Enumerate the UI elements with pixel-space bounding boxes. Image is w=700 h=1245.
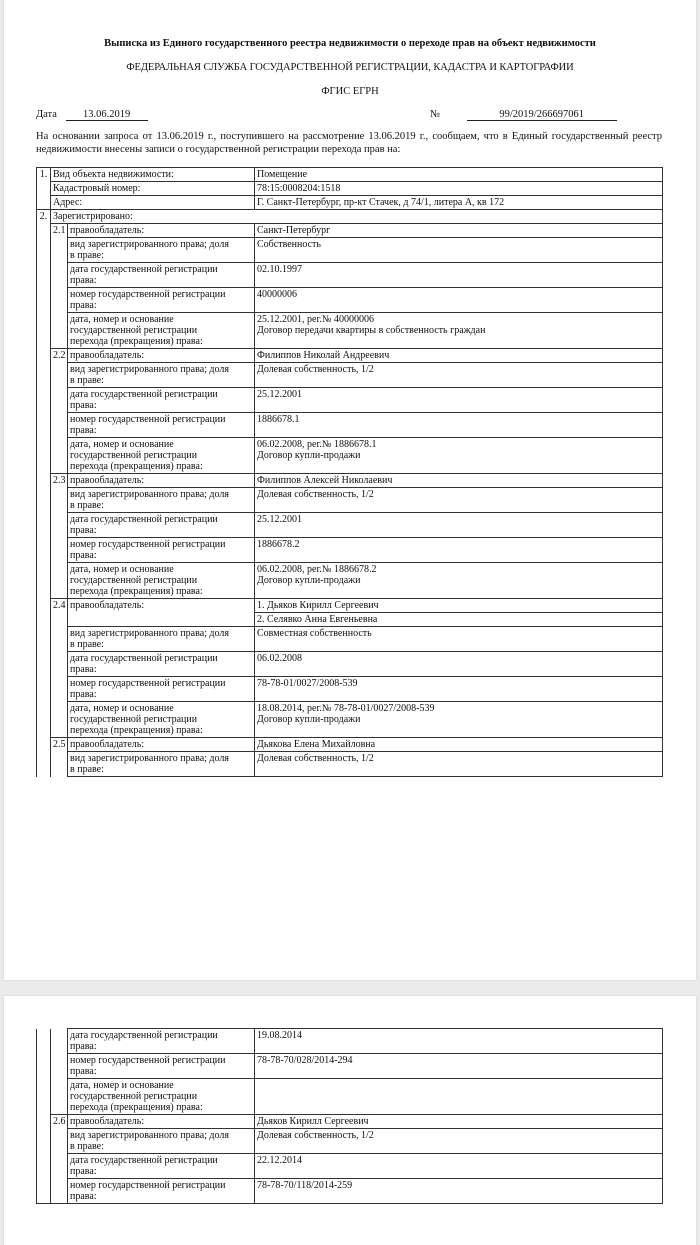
table-row [37, 488, 663, 513]
document-page-2 [4, 996, 696, 1245]
reg-number-label: номер государственной регистрации права: [68, 538, 255, 563]
holder-value: Филиппов Алексей Николаевич [255, 474, 663, 488]
number-value: 99/2019/266697061 [467, 109, 617, 121]
date-row [36, 109, 148, 121]
table-row [37, 238, 663, 263]
table-row [37, 738, 663, 752]
reg-number-label: номер государственной регистрации права: [68, 677, 255, 702]
reg-number-value: 40000006 [255, 288, 663, 313]
basis-label: дата, номер и основание государственной регистрации перехода (прекращения) права: [68, 563, 255, 599]
rights-table-continued [36, 1028, 663, 1204]
table-row [37, 652, 663, 677]
right-kind-label: вид зарегистрированного права; доля в праве: [68, 1129, 255, 1154]
table-row [37, 196, 663, 210]
table-row [37, 1179, 663, 1204]
table-row [37, 1029, 663, 1054]
right-kind-value: Долевая собственность, 1/2 [255, 752, 663, 777]
right-kind-label: вид зарегистрированного права; доля в праве: [68, 238, 255, 263]
object-type-label: Вид объекта недвижимости: [51, 168, 255, 182]
reg-date-label: дата государственной регистрации права: [68, 652, 255, 677]
section-number: 2. [37, 210, 51, 777]
holder-value: 1. Дьяков Кирилл Сергеевич [255, 599, 663, 613]
table-row [37, 1115, 663, 1129]
table-row [37, 677, 663, 702]
right-kind-value: Собственность [255, 238, 663, 263]
record-number: 2.6 [51, 1115, 68, 1204]
table-row [37, 388, 663, 413]
reg-date-label: дата государственной регистрации права: [68, 513, 255, 538]
table-row [37, 513, 663, 538]
reg-date-label: дата государственной регистрации права: [68, 388, 255, 413]
right-kind-label: вид зарегистрированного права; доля в праве: [68, 488, 255, 513]
holder-label: правообладатель: [68, 349, 255, 363]
address-value: Г. Санкт-Петербург, пр-кт Стачек, д 74/1, литера А, кв 172 [255, 196, 663, 210]
table-row [37, 263, 663, 288]
record-number: 2.4 [51, 599, 68, 738]
rights-table [36, 167, 663, 777]
reg-number-label: номер государственной регистрации права: [68, 413, 255, 438]
basis-value: 18.08.2014, рег.№ 78-78-01/0027/2008-539 Договор купли-продажи [255, 702, 663, 738]
right-kind-value: Совместная собственность [255, 627, 663, 652]
table-row [37, 210, 663, 224]
section-number: 1. [37, 168, 51, 210]
reg-number-value: 1886678.2 [255, 538, 663, 563]
cadastral-value: 78:15:0008204:1518 [255, 182, 663, 196]
table-row [37, 1079, 663, 1115]
table-row [37, 168, 663, 182]
holder-label: правообладатель: [68, 738, 255, 752]
number-row [430, 109, 617, 121]
table-row [37, 438, 663, 474]
record-number-cont [51, 1029, 68, 1115]
table-row [37, 1054, 663, 1079]
record-number: 2.1 [51, 224, 68, 349]
reg-date-value: 02.10.1997 [255, 263, 663, 288]
table-row [37, 1129, 663, 1154]
holder-label: правообладатель: [68, 1115, 255, 1129]
reg-date-value: 19.08.2014 [255, 1029, 663, 1054]
table-row [37, 599, 663, 613]
holder-value: 2. Селявко Анна Евгеньевна [255, 613, 663, 627]
table-row [37, 349, 663, 363]
table-row [37, 182, 663, 196]
holder-label: правообладатель: [68, 599, 255, 627]
intro-paragraph: На основании запроса от 13.06.2019 г., поступившего на рассмотрение 13.06.2019 г., сообщаем, что в Единый государственный реестр недвижимости внесены записи о государственной регистрации перехода прав на: [36, 131, 662, 155]
reg-number-label: номер государственной регистрации права: [68, 1054, 255, 1079]
right-kind-value: Долевая собственность, 1/2 [255, 363, 663, 388]
agency-name: ФЕДЕРАЛЬНАЯ СЛУЖБА ГОСУДАРСТВЕННОЙ РЕГИСТРАЦИИ, КАДАСТРА И КАРТОГРАФИИ [126, 62, 574, 73]
right-kind-label: вид зарегистрированного права; доля в праве: [68, 363, 255, 388]
table-row [37, 413, 663, 438]
right-kind-value: Долевая собственность, 1/2 [255, 1129, 663, 1154]
holder-value: Дьяков Кирилл Сергеевич [255, 1115, 663, 1129]
basis-label: дата, номер и основание государственной регистрации перехода (прекращения) права: [68, 438, 255, 474]
date-label: Дата [36, 109, 57, 120]
reg-date-label: дата государственной регистрации права: [68, 1029, 255, 1054]
reg-number-value: 1886678.1 [255, 413, 663, 438]
document-page-1 [4, 0, 696, 980]
reg-number-value: 78-78-70/118/2014-259 [255, 1179, 663, 1204]
basis-label: дата, номер и основание государственной регистрации перехода (прекращения) права: [68, 313, 255, 349]
record-number: 2.5 [51, 738, 68, 777]
table-row [37, 752, 663, 777]
basis-label: дата, номер и основание государственной регистрации перехода (прекращения) права: [68, 1079, 255, 1115]
reg-number-value: 78-78-01/0027/2008-539 [255, 677, 663, 702]
record-number: 2.3 [51, 474, 68, 599]
reg-number-label: номер государственной регистрации права: [68, 288, 255, 313]
system-name: ФГИС ЕГРН [321, 86, 379, 97]
basis-value: 25.12.2001, рег.№ 40000006 Договор передачи квартиры в собственность граждан [255, 313, 663, 349]
table-row [37, 363, 663, 388]
reg-date-label: дата государственной регистрации права: [68, 1154, 255, 1179]
address-label: Адрес: [51, 196, 255, 210]
basis-value [255, 1079, 663, 1115]
number-label: № [430, 109, 441, 120]
basis-label: дата, номер и основание государственной регистрации перехода (прекращения) права: [68, 702, 255, 738]
registered-label: Зарегистрировано: [51, 210, 663, 224]
holder-value: Санкт-Петербург [255, 224, 663, 238]
table-row [37, 313, 663, 349]
right-kind-value: Долевая собственность, 1/2 [255, 488, 663, 513]
table-row [37, 627, 663, 652]
holder-label: правообладатель: [68, 224, 255, 238]
cadastral-label: Кадастровый номер: [51, 182, 255, 196]
reg-date-value: 06.02.2008 [255, 652, 663, 677]
right-kind-label: вид зарегистрированного права; доля в праве: [68, 627, 255, 652]
section-number-cont [37, 1029, 51, 1204]
table-row [37, 563, 663, 599]
record-number: 2.2 [51, 349, 68, 474]
table-row [37, 702, 663, 738]
table-row [37, 538, 663, 563]
reg-number-label: номер государственной регистрации права: [68, 1179, 255, 1204]
table-row [37, 224, 663, 238]
holder-value: Филиппов Николай Андреевич [255, 349, 663, 363]
holder-label: правообладатель: [68, 474, 255, 488]
basis-value: 06.02.2008, рег.№ 1886678.2 Договор купли-продажи [255, 563, 663, 599]
reg-date-value: 22.12.2014 [255, 1154, 663, 1179]
date-value: 13.06.2019 [66, 109, 148, 121]
reg-date-value: 25.12.2001 [255, 513, 663, 538]
holder-value: Дьякова Елена Михайловна [255, 738, 663, 752]
table-row [37, 288, 663, 313]
object-type-value: Помещение [255, 168, 663, 182]
document-title: Выписка из Единого государственного реестра недвижимости о переходе прав на объект недвижимости [104, 38, 596, 49]
reg-number-value: 78-78-70/028/2014-294 [255, 1054, 663, 1079]
reg-date-label: дата государственной регистрации права: [68, 263, 255, 288]
reg-date-value: 25.12.2001 [255, 388, 663, 413]
basis-value: 06.02.2008, рег.№ 1886678.1 Договор купли-продажи [255, 438, 663, 474]
table-row [37, 474, 663, 488]
table-row [37, 1154, 663, 1179]
right-kind-label: вид зарегистрированного права; доля в праве: [68, 752, 255, 777]
